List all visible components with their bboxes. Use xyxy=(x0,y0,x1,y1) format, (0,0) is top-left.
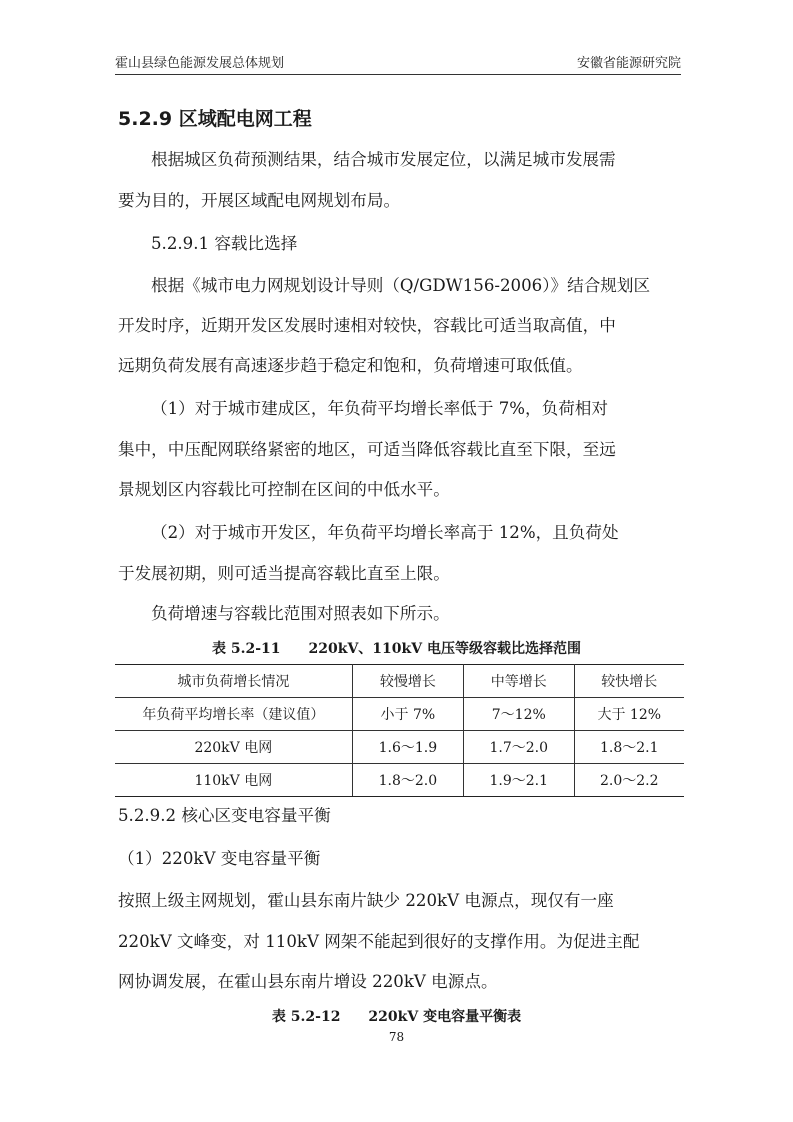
table-cell: 年负荷平均增长率（建议值） xyxy=(115,698,352,731)
table-cell: 较快增长 xyxy=(574,665,684,698)
table-cell: 1.7～2.0 xyxy=(464,731,574,764)
table-cell: 220kV 电网 xyxy=(115,731,352,764)
table-cell: 城市负荷增长情况 xyxy=(115,665,352,698)
header-organization: 安徽省能源研究院 xyxy=(576,56,681,71)
paragraph-line: 要为目的，开展区域配电网规划布局。 xyxy=(118,191,401,210)
paragraph-line: 于发展初期，则可适当提高容载比直至上限。 xyxy=(118,564,450,583)
subsection-heading: 5.2.9.1 容载比选择 xyxy=(151,234,298,253)
table-cell: 1.8～2.0 xyxy=(352,764,463,797)
table-row xyxy=(115,764,684,797)
header-document-title: 霍山县绿色能源发展总体规划 xyxy=(115,56,285,71)
table-cell: 110kV 电网 xyxy=(115,764,352,797)
table-cell: 7～12% xyxy=(464,698,574,731)
table-cell: 1.6～1.9 xyxy=(352,731,463,764)
table-cell: 小于 7% xyxy=(352,698,463,731)
paragraph-line: 220kV 文峰变，对 110kV 网架不能起到很好的支撑作用。为促进主配 xyxy=(118,932,640,951)
paragraph-line: （2）对于城市开发区，年负荷平均增长率高于 12%，且负荷处 xyxy=(151,523,619,542)
table-cell: 较慢增长 xyxy=(352,665,463,698)
table-caption: 表 5.2-11 220kV、110kV 电压等级容载比选择范围 xyxy=(212,641,581,657)
paragraph-line: 根据城区负荷预测结果，结合城市发展定位，以满足城市发展需 xyxy=(151,150,616,169)
table-row xyxy=(115,698,684,731)
table-header-row xyxy=(115,665,684,698)
subsection-heading: 5.2.9.2 核心区变电容量平衡 xyxy=(118,806,331,825)
table-cell: 大于 12% xyxy=(574,698,684,731)
paragraph-line: 集中，中压配网联络紧密的地区，可适当降低容载比直至下限，至远 xyxy=(118,440,616,459)
capacity-ratio-table xyxy=(115,664,684,797)
paragraph-line: （1）对于城市建成区，年负荷平均增长率低于 7%，负荷相对 xyxy=(151,399,608,418)
paragraph-line: 开发时序，近期开发区发展时速相对较快，容载比可适当取高值，中 xyxy=(118,316,616,335)
paragraph-line: 负荷增速与容载比范围对照表如下所示。 xyxy=(151,604,450,623)
paragraph-line: 按照上级主网规划，霍山县东南片缺少 220kV 电源点，现仅有一座 xyxy=(118,891,614,910)
page-header xyxy=(115,50,681,75)
subsection-heading: （1）220kV 变电容量平衡 xyxy=(118,849,321,868)
table-row xyxy=(115,731,684,764)
table-cell: 1.9～2.1 xyxy=(464,764,574,797)
table-cell: 1.8～2.1 xyxy=(574,731,684,764)
table-cell: 2.0～2.2 xyxy=(574,764,684,797)
section-title: 5.2.9 区域配电网工程 xyxy=(118,108,312,130)
paragraph-line: 根据《城市电力网规划设计导则（Q/GDW156-2006）》结合规划区 xyxy=(151,276,651,295)
paragraph-line: 景规划区内容载比可控制在区间的中低水平。 xyxy=(118,480,450,499)
paragraph-line: 远期负荷发展有高速逐步趋于稳定和饱和，负荷增速可取低值。 xyxy=(118,356,583,375)
paragraph-line: 网协调发展，在霍山县东南片增设 220kV 电源点。 xyxy=(118,972,498,991)
table-cell: 中等增长 xyxy=(464,665,574,698)
table-caption: 表 5.2-12 220kV 变电容量平衡表 xyxy=(271,1009,522,1025)
page-number: 78 xyxy=(388,1030,405,1044)
